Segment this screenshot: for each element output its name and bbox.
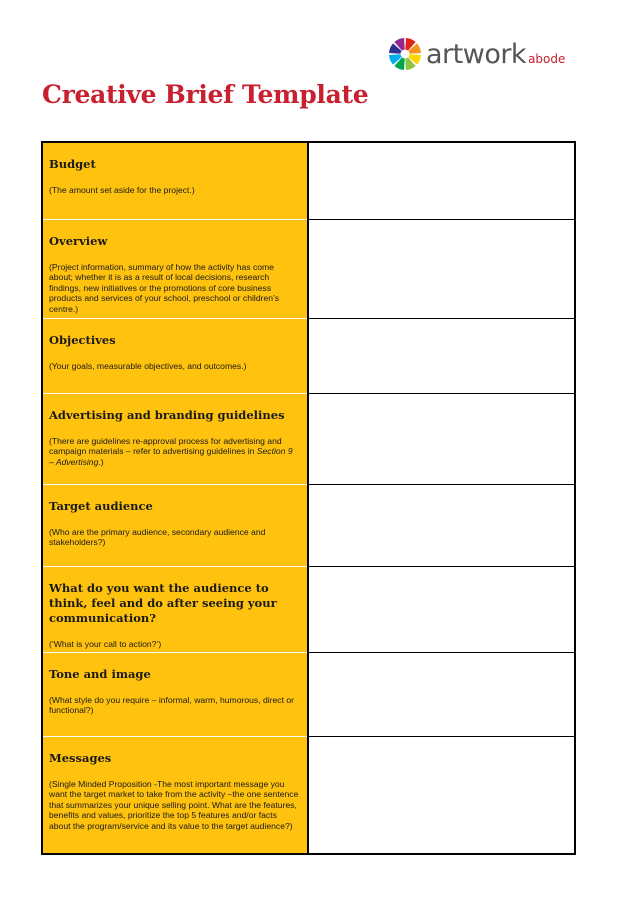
table-row-target-audience — [42, 484, 575, 566]
page-title: Creative Brief Template — [42, 80, 369, 109]
table-row-messages — [42, 736, 575, 854]
row-label-cell — [42, 142, 308, 219]
tone-image-input-cell[interactable] — [308, 652, 575, 736]
row-description-objectives: (Your goals, measurable objectives, and outcomes.) — [49, 360, 247, 371]
row-heading-overview: Overview — [49, 233, 108, 248]
row-heading-advertising-branding: Advertising and branding guidelines — [49, 407, 285, 422]
row-label-cell — [42, 736, 308, 854]
call-to-action-input-cell[interactable] — [308, 566, 575, 652]
row-label-cell — [42, 652, 308, 736]
section-reference: Section 9 – Advertising — [49, 446, 293, 467]
row-heading-target-audience: Target audience — [49, 498, 153, 513]
row-description-overview: (Project information, summary of how the activity has come about; whether it is as a result of local decisions, research findings, new initiatives or the promotions of core business products and services of your school, preschool or children’s centre.) — [49, 261, 280, 314]
row-label-cell — [42, 219, 308, 318]
description-end: .) — [98, 456, 104, 467]
table-row-objectives — [42, 318, 575, 393]
pinwheel-logo-icon — [388, 37, 422, 71]
table-row-budget — [42, 142, 575, 219]
artwork-abode-logo — [388, 34, 588, 74]
description-text: (There are guidelines re-approval process for advertising and campaign materials – refer to advertising guidelines in — [49, 435, 282, 456]
row-heading-objectives: Objectives — [49, 332, 116, 347]
messages-input-cell[interactable] — [308, 736, 575, 854]
table-row-call-to-action — [42, 566, 575, 652]
overview-input-cell[interactable] — [308, 219, 575, 318]
logo-sub-text: abode — [528, 51, 566, 66]
advertising-branding-input-cell[interactable] — [308, 393, 575, 484]
row-label-cell — [42, 566, 308, 652]
budget-input-cell[interactable] — [308, 142, 575, 219]
logo-main-text: artwork — [426, 38, 527, 70]
row-label-cell — [42, 393, 308, 484]
row-description-budget: (The amount set aside for the project.) — [49, 185, 195, 195]
row-description-call-to-action: (‘What is your call to action?’) — [49, 638, 162, 649]
row-label-cell — [42, 484, 308, 566]
row-description-messages: (Single Minded Proposition -The most important message you want the target market to take from the activity –the one sentence that summarizes your unique selling point. What are the features, benefits and values, prioritize the top 5 features and/or facts about the program/service and its value to the target audience?) — [49, 778, 299, 831]
table-row-advertising-branding — [42, 393, 575, 484]
row-heading-call-to-action: What do you want the audience to think, feel and do after seeing your communication? — [49, 580, 277, 625]
row-description-tone-image: (What style do you require – informal, warm, humorous, direct or functional?) — [49, 694, 295, 715]
objectives-input-cell[interactable] — [308, 318, 575, 393]
row-description-advertising-branding — [49, 436, 299, 468]
row-heading-tone-image: Tone and image — [49, 666, 151, 681]
table-row-tone-image — [42, 652, 575, 736]
row-description-target-audience: (Who are the primary audience, secondary audience and stakeholders?) — [49, 526, 266, 547]
row-heading-budget: Budget — [49, 157, 96, 171]
creative-brief-table — [41, 141, 576, 855]
row-heading-messages: Messages — [49, 750, 112, 765]
target-audience-input-cell[interactable] — [308, 484, 575, 566]
row-label-cell — [42, 318, 308, 393]
logo-wordmark — [426, 39, 565, 70]
table-row-overview — [42, 219, 575, 318]
